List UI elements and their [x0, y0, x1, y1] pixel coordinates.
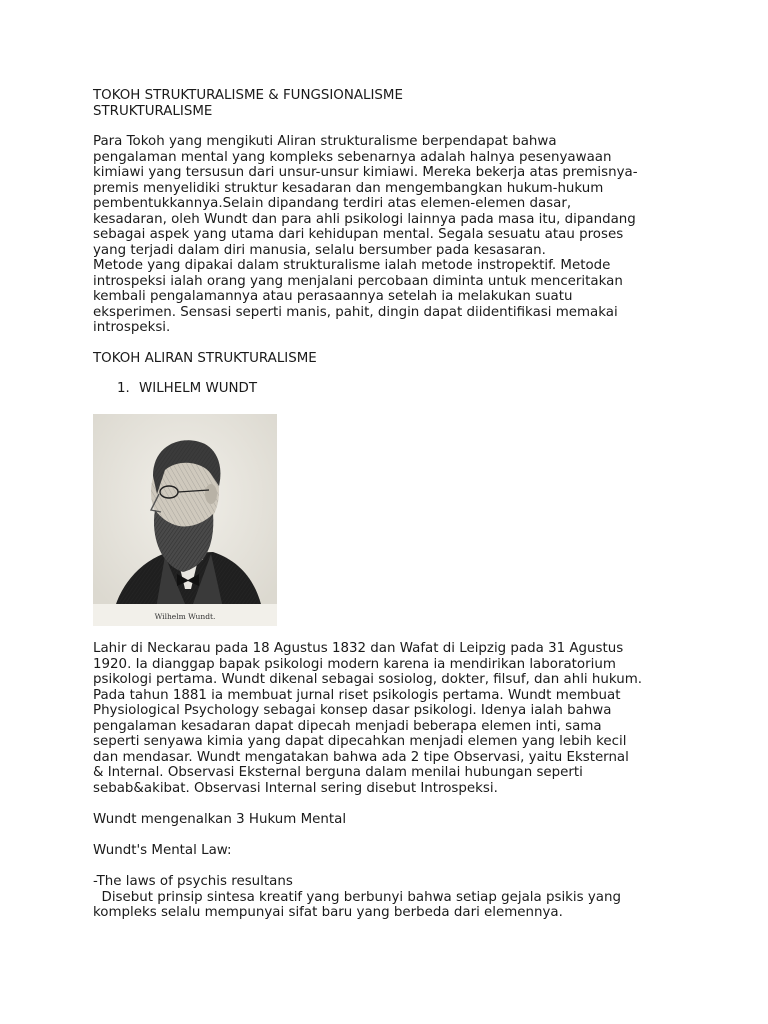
text-line: 1920. Ia dianggap bapak psikologi modern karena ia mendirikan laboratorium	[93, 656, 616, 672]
portrait-caption: Wilhelm Wundt.	[154, 612, 216, 621]
list-item	[117, 381, 257, 397]
mental-law-heading: Wundt's Mental Law:	[93, 843, 232, 858]
laws-intro: Wundt mengenalkan 3 Hukum Mental	[93, 812, 347, 827]
text-line: Pada tahun 1881 ia membuat jurnal riset psikologis pertama. Wundt membuat	[93, 687, 621, 703]
text-line: eksperimen. Sensasi seperti manis, pahit, dingin dapat diidentifikasi memakai	[93, 304, 618, 320]
list-number: 1.	[117, 381, 130, 396]
text-line: sebab&akibat. Observasi Internal sering disebut Introspeksi.	[93, 780, 498, 796]
law-1-title: -The laws of psychis resultans	[93, 874, 293, 889]
title-line-2: STRUKTURALISME	[93, 103, 213, 119]
document-title	[93, 88, 683, 119]
list-item-name: WILHELM WUNDT	[139, 381, 257, 396]
section-heading: TOKOH ALIRAN STRUKTURALISME	[93, 351, 317, 366]
text-line: yang terjadi dalam diri manusia, selalu bersumber pada kesasaran.	[93, 242, 546, 258]
text-line: pembentukkannya.Selain dipandang terdiri atas elemen-elemen dasar,	[93, 196, 572, 211]
text-line: Disebut prinsip sintesa kreatif yang berbunyi bahwa setiap gejala psikis yang	[93, 889, 621, 905]
text-line: dan mendasar. Wundt mengatakan bahwa ada 2 tipe Observasi, yaitu Eksternal	[93, 749, 629, 765]
text-line: psikologi pertama. Wundt dikenal sebagai sosiolog, dokter, filsuf, dan ahli hukum.	[93, 672, 642, 687]
text-line: & Internal. Observasi Eksternal berguna dalam menilai hubungan seperti	[93, 765, 583, 780]
text-line: Para Tokoh yang mengikuti Aliran strukturalisme berpendapat bahwa	[93, 134, 557, 149]
text-line: kembali pengalamannya atau perasaannya setelah ia melakukan suatu	[93, 289, 573, 304]
text-line: pengalaman mental yang kompleks sebenarnya adalah halnya pesenyawaan	[93, 149, 612, 165]
text-line: kimiawi yang tersusun dari unsur-unsur kimiawi. Mereka bekerja atas premisnya-	[93, 165, 638, 180]
text-line: Metode yang dipakai dalam strukturalisme ialah metode instropektif. Metode	[93, 258, 611, 273]
text-line: Physiological Psychology sebagai konsep dasar psikologi. Idenya ialah bahwa	[93, 703, 612, 718]
intro-paragraph	[93, 134, 683, 336]
text-line: premis menyelidiki struktur kesadaran dan mengembangkan hukum-hukum	[93, 180, 604, 196]
law-1-block	[93, 874, 683, 921]
biography-paragraph	[93, 641, 683, 796]
text-line: seperti senyawa kimia yang dapat dipecahkan menjadi elemen yang lebih kecil	[93, 734, 627, 749]
text-line: introspeksi.	[93, 320, 171, 335]
text-line: pengalaman kesadaran dapat dipecah menjadi beberapa elemen inti, sama	[93, 718, 602, 734]
wilhelm-wundt-portrait	[93, 414, 277, 626]
title-line-1: TOKOH STRUKTURALISME & FUNGSIONALISME	[93, 88, 403, 103]
text-line: sebagai aspek yang utama dari kehidupan mental. Segala sesuatu atau proses	[93, 227, 624, 242]
text-line: Lahir di Neckarau pada 18 Agustus 1832 dan Wafat di Leipzig pada 31 Agustus	[93, 641, 624, 656]
text-line: kesadaran, oleh Wundt dan para ahli psikologi lainnya pada masa itu, dipandang	[93, 211, 636, 227]
text-line: kompleks selalu mempunyai sifat baru yang berbeda dari elemennya.	[93, 905, 563, 920]
text-line: introspeksi ialah orang yang menjalani percobaan diminta untuk menceritakan	[93, 273, 623, 289]
